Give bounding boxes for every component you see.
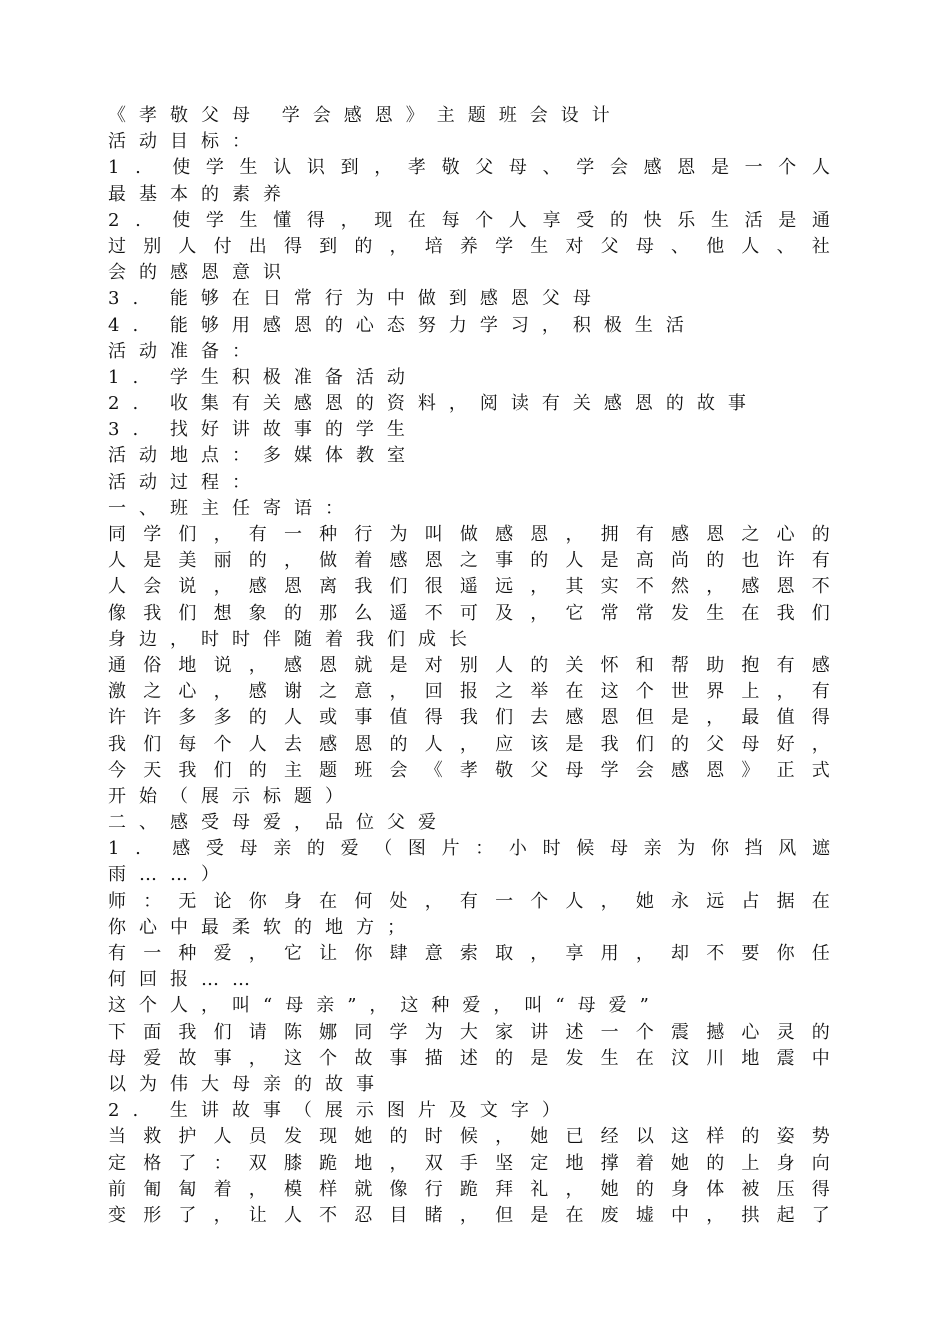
text-line: 3. 能够在日常行为中做到感恩父母 [108, 288, 604, 310]
text-line: 活动过程： [108, 471, 263, 493]
text-line: 过 别 人 付 出 得 到 的 ， 培 养 学 生 对 父 母 、 他 人 、 社 [108, 235, 830, 257]
document-body [108, 129, 830, 1229]
text-line: 一、班主任寄语： [108, 497, 356, 519]
text-line: 变 形 了 ， 让 人 不 忍 目 睹 ， 但 是 在 废 墟 中 ， 拱 起 了 [108, 1204, 830, 1226]
text-line: 人 是 美 丽 的 ， 做 着 感 恩 之 事 的 人 是 高 尚 的 也 许 有 [108, 550, 830, 572]
text-line: 会的感恩意识 [108, 262, 294, 284]
text-line: 当 救 护 人 员 发 现 她 的 时 候 ， 她 已 经 以 这 样 的 姿 势 [108, 1126, 830, 1148]
text-line: 人 会 说 ， 感 恩 离 我 们 很 遥 远 ， 其 实 不 然 ， 感 恩 不 [108, 576, 830, 598]
text-line: 最基本的素养 [108, 183, 294, 205]
text-line: 4. 能够用感恩的心态努力学习，积极生活 [108, 314, 697, 336]
text-line: 2 . 使 学 生 懂 得 ， 现 在 每 个 人 享 受 的 快 乐 生 活 是 通 [108, 209, 830, 231]
text-line: 我 们 每 个 人 去 感 恩 的 人 ， 应 该 是 我 们 的 父 母 好 ， [108, 733, 830, 755]
text-line: 通 俗 地 说 ， 感 恩 就 是 对 别 人 的 关 怀 和 帮 助 抱 有 感 [108, 654, 830, 676]
text-line: 激 之 心 ， 感 谢 之 意 ， 回 报 之 举 在 这 个 世 界 上 ， 有 [108, 681, 830, 703]
text-line: 定 格 了 ： 双 膝 跪 地 ， 双 手 坚 定 地 撑 着 她 的 上 身 向 [108, 1152, 830, 1174]
text-line: 这个人，叫“母亲”，这种爱，叫“母爱” [108, 995, 662, 1017]
text-line: 何回报…… [108, 969, 263, 991]
text-line: 下 面 我 们 请 陈 娜 同 学 为 大 家 讲 述 一 个 震 撼 心 灵 的 [108, 1021, 830, 1043]
text-line: 你心中最柔软的地方； [108, 916, 418, 938]
text-line: 前 匍 匐 着 ， 模 样 就 像 行 跪 拜 礼 ， 她 的 身 体 被 压 得 [108, 1178, 830, 1200]
text-line: 有 一 种 爱 ， 它 让 你 肆 意 索 取 ， 享 用 ， 却 不 要 你 任 [108, 943, 830, 964]
text-line: 今 天 我 们 的 主 题 班 会 《 孝 敬 父 母 学 会 感 恩 》 正 式 [108, 759, 830, 781]
text-line: 3. 找好讲故事的学生 [108, 419, 418, 441]
text-line: 活动目标： [108, 131, 263, 153]
text-line: 母 爱 故 事 ， 这 个 故 事 描 述 的 是 发 生 在 汶 川 地 震 中 [108, 1047, 830, 1069]
text-line: 1 . 感 受 母 亲 的 爱 （ 图 片 ： 小 时 候 母 亲 为 你 挡 风 遮 [108, 838, 830, 860]
document-page [108, 103, 830, 1229]
text-line: 开始（展示标题） [108, 785, 356, 807]
text-line: 2. 生讲故事（展示图片及文字） [108, 1100, 573, 1122]
text-line: 1. 学生积极准备活动 [108, 366, 418, 388]
text-line: 活动准备： [108, 340, 263, 362]
document-title: 《孝敬父母 学会感恩》主题班会设计 [108, 105, 623, 126]
text-line: 同 学 们 ， 有 一 种 行 为 叫 做 感 恩 ， 拥 有 感 恩 之 心 的 [108, 524, 830, 545]
text-line: 雨……） [108, 864, 232, 886]
text-line: 像 我 们 想 象 的 那 么 遥 不 可 及 ， 它 常 常 发 生 在 我 们 [108, 602, 830, 624]
text-line: 1 . 使 学 生 认 识 到 ， 孝 敬 父 母 、 学 会 感 恩 是 一 个 人 [108, 157, 830, 179]
text-line: 活动地点：多媒体教室 [108, 445, 418, 467]
text-line: 师 ： 无 论 你 身 在 何 处 ， 有 一 个 人 ， 她 永 远 占 据 在 [108, 890, 830, 912]
text-line: 许 许 多 多 的 人 或 事 值 得 我 们 去 感 恩 但 是 ， 最 值 得 [108, 707, 830, 729]
text-line: 2. 收集有关感恩的资料，阅读有关感恩的故事 [108, 393, 759, 415]
text-line: 二、感受母爱，品位父爱 [108, 812, 449, 834]
text-line: 以为伟大母亲的故事 [108, 1073, 387, 1095]
text-line: 身边，时时伴随着我们成长 [108, 628, 480, 650]
